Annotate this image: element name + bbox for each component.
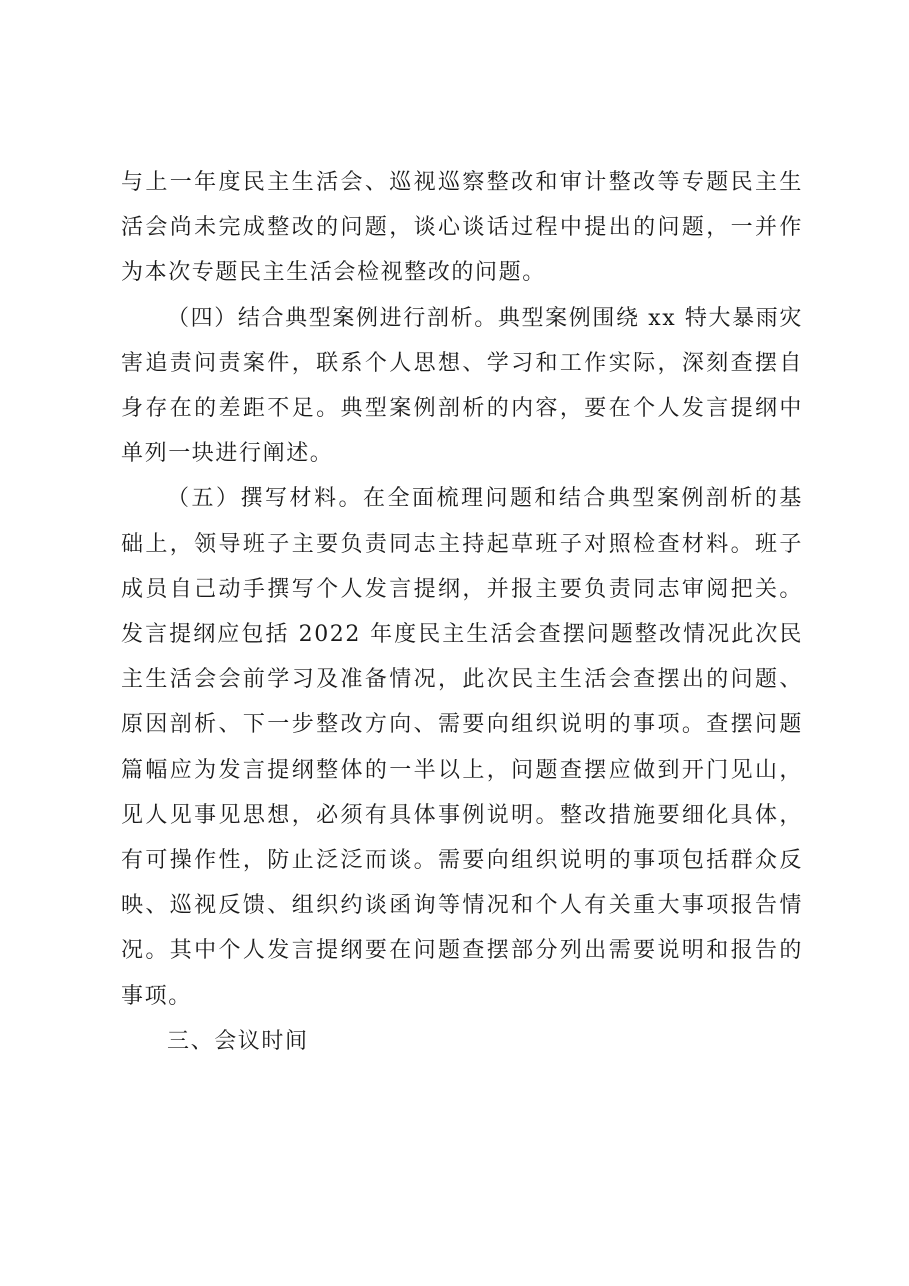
paragraph-writing-materials: （五）撰写材料。在全面梳理问题和结合典型案例剖析的基础上，领导班子主要负责同志主持起草班子对照检查材料。班子成员自己动手撰写个人发言提纲，并报主要负责同志审阅把关。发言提纲应包括 2022 年度民主生活会查摆问题整改情况此次民主生活会会前学习及准备情况，此次民主生活会查摆出的问题、原因剖析、下一步整改方向、需要向组织说明的事项。查摆问题篇幅应为发言提纲整体的一半以上，问题查摆应做到开门见山，见人见事见思想，必须有具体事例说明。整改措施要细化具体，有可操作性，防止泛泛而谈。需要向组织说明的事项包括群众反映、巡视反馈、组织约谈函询等情况和个人有关重大事项报告情况。其中个人发言提纲要在问题查摆部分列出需要说明和报告的事项。 [121,486,803,1009]
section-heading-meeting-time: 三、会议时间 [167,1028,309,1054]
paragraph-case-analysis: （四）结合典型案例进行剖析。典型案例围绕 xx 特大暴雨灾害追责问责案件，联系个人思想、学习和工作实际，深刻查摆自身存在的差距不足。典型案例剖析的内容，要在个人发言提纲中单列一块进行阐述。 [121,305,803,467]
paragraph-continuation: 与上一年度民主生活会、巡视巡察整改和审计整改等专题民主生活会尚未完成整改的问题，谈心谈话过程中提出的问题，一并作为本次专题民主生活会检视整改的问题。 [121,170,803,286]
document-body [121,160,803,1064]
